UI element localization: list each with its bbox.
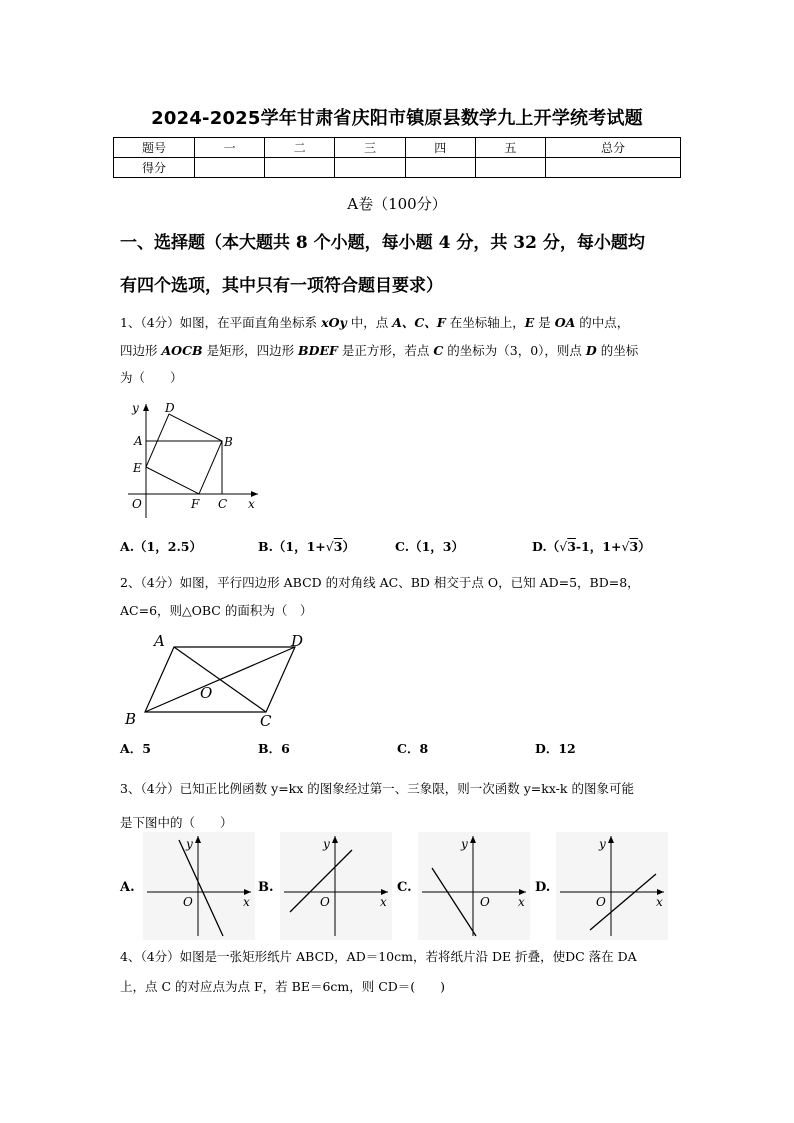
option-c[interactable]: C．8 xyxy=(397,741,429,756)
score-input-cell[interactable] xyxy=(335,158,405,178)
q3-graph-c xyxy=(418,832,530,940)
label-b: B xyxy=(125,710,137,728)
label-y: y xyxy=(599,837,606,851)
label-c: C xyxy=(218,497,228,511)
label-x: x xyxy=(243,895,250,909)
question-4-text xyxy=(120,942,680,1002)
question-3-text xyxy=(120,772,680,840)
part-heading-line: 一、选择题（本大题共 8 个小题，每小题 4 分，共 32 分，每小题均 xyxy=(120,233,645,253)
table-cell: 得分 xyxy=(114,158,195,178)
label-y: y xyxy=(323,837,330,851)
q1-options xyxy=(120,537,690,557)
label-x: x xyxy=(248,497,255,511)
question-2-text xyxy=(120,569,680,624)
option-a[interactable]: A.（1，2.5） xyxy=(120,539,202,554)
option-b[interactable]: B．6 xyxy=(258,741,290,756)
table-cell: 题号 xyxy=(114,138,195,158)
graph-background xyxy=(418,832,530,940)
question-line: 3、（4分）已知正比例函数 y=kx 的图象经过第一、三象限，则一次函数 y=kx-k 的图象可能 xyxy=(120,781,634,796)
diagonal-bd xyxy=(145,647,295,712)
q3-option-b-label[interactable]: B. xyxy=(258,880,274,895)
score-input-cell[interactable] xyxy=(195,158,265,178)
label-y: y xyxy=(186,837,193,851)
score-input-cell[interactable] xyxy=(475,158,545,178)
question-line: 4、（4分）如图是一张矩形纸片 ABCD，AD＝10cm，若将纸片沿 DE 折叠，使DC 落在 DA xyxy=(120,949,637,964)
option-c[interactable]: C.（1，3） xyxy=(395,539,464,554)
label-o: O xyxy=(320,895,330,909)
table-row xyxy=(114,138,681,158)
label-x: x xyxy=(380,895,387,909)
question-line: AC=6，则△OBC 的面积为（ ） xyxy=(120,602,313,618)
table-cell: 二 xyxy=(265,138,335,158)
label-x: x xyxy=(518,895,525,909)
question-line: 是下图中的（ ） xyxy=(120,815,233,830)
q2-figure xyxy=(118,630,318,730)
q3-option-c-label[interactable]: C. xyxy=(397,880,412,895)
question-line: 2、（4分）如图，平行四边形 ABCD 的对角线 AC、BD 相交于点 O，已知 AD=5，BD=8， xyxy=(120,575,640,590)
label-b: B xyxy=(224,435,233,449)
graph-background xyxy=(143,832,255,940)
label-o: O xyxy=(200,684,213,702)
q3-option-d-label[interactable]: D. xyxy=(535,880,551,895)
option-a[interactable]: A．5 xyxy=(120,741,151,756)
score-input-cell[interactable] xyxy=(546,158,681,178)
part-heading xyxy=(120,222,690,308)
question-line: 上，点 C 的对应点为点 F，若 BE＝6cm，则 CD＝( ) xyxy=(120,979,446,994)
label-a: A xyxy=(154,632,165,650)
option-d[interactable]: D.（√3-1，1+√3） xyxy=(532,539,651,554)
label-o: O xyxy=(596,895,606,909)
label-y: y xyxy=(132,401,139,415)
square-bdef xyxy=(146,414,222,494)
label-a: A xyxy=(134,434,143,448)
table-cell: 三 xyxy=(335,138,405,158)
label-d: D xyxy=(165,401,175,415)
question-1-text xyxy=(120,309,680,392)
q3-option-a-label[interactable]: A. xyxy=(120,880,135,895)
graph-background xyxy=(556,832,668,940)
y-axis-arrow-icon xyxy=(143,404,149,411)
label-o: O xyxy=(183,895,193,909)
label-f: F xyxy=(191,497,200,511)
label-y: y xyxy=(461,837,468,851)
page-title: 2024-2025学年甘肃省庆阳市镇原县数学九上开学统考试题 xyxy=(151,108,643,129)
part-heading-line: 有四个选项，其中只有一项符合题目要求） xyxy=(120,276,443,296)
score-input-cell[interactable] xyxy=(265,158,335,178)
label-x: x xyxy=(656,895,663,909)
label-o: O xyxy=(132,497,142,511)
question-line: 四边形 AOCB 是矩形，四边形 BDEF 是正方形，若点 C 的坐标为（3，0），则点 D 的坐标 xyxy=(120,342,639,358)
q3-graph-a xyxy=(143,832,255,940)
question-line: 为（ ） xyxy=(120,370,183,385)
label-d: D xyxy=(291,632,304,650)
label-e: E xyxy=(133,461,142,475)
q2-options xyxy=(120,739,690,759)
label-o: O xyxy=(480,895,490,909)
graph-background xyxy=(280,832,392,940)
table-cell: 五 xyxy=(475,138,545,158)
option-b[interactable]: B.（1，1+√3） xyxy=(258,539,355,554)
score-table xyxy=(113,137,681,178)
table-cell: 四 xyxy=(405,138,475,158)
table-row xyxy=(114,158,681,178)
option-d[interactable]: D．12 xyxy=(535,741,576,756)
table-cell: 一 xyxy=(195,138,265,158)
label-c: C xyxy=(260,712,272,730)
question-line: 1、（4分）如图，在平面直角坐标系 xOy 中，点 A、C、F 在坐标轴上，E 是 OA 的中点， xyxy=(120,315,630,330)
table-cell: 总分 xyxy=(546,138,681,158)
q1-figure xyxy=(116,398,266,520)
section-heading: A卷（100分） xyxy=(347,195,447,213)
score-input-cell[interactable] xyxy=(405,158,475,178)
q3-graph-b xyxy=(280,832,392,940)
q3-graph-d xyxy=(556,832,668,940)
